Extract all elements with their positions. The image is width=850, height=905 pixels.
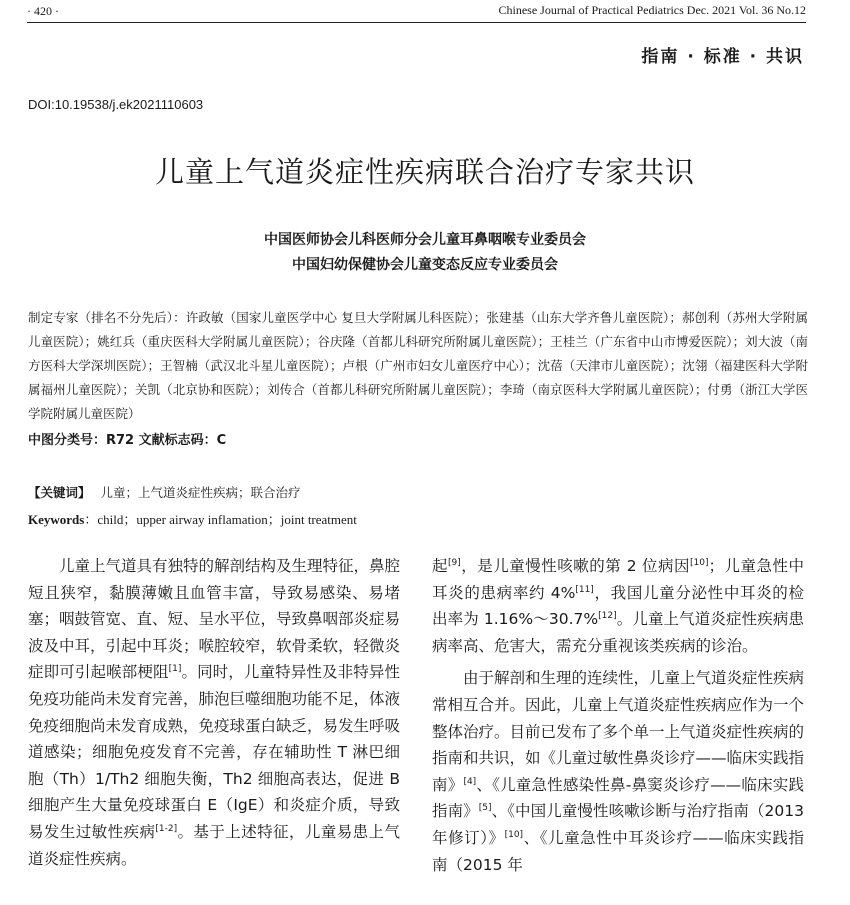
keywords-cn-text: 儿童；上气道炎症性疾病；联合治疗: [100, 485, 301, 500]
citation: [10]: [690, 557, 709, 568]
page-number: · 420 ·: [27, 4, 59, 18]
text-run: 起: [432, 557, 449, 575]
body-column-right: [432, 553, 804, 878]
citation: [5]: [478, 803, 492, 814]
organization-1: 中国医师协会儿科医师分会儿童耳鼻咽喉专业委员会: [264, 232, 586, 248]
header-rule: [27, 22, 806, 23]
paragraph: [432, 553, 804, 659]
citation: [11]: [575, 584, 594, 595]
text-run: 、《中国儿童慢性咳嗽诊断与治疗指南（2013 年修订）》: [432, 802, 804, 847]
citation: [4]: [463, 776, 477, 787]
text-run: 由于解剖和生理的连续性，儿童上气道炎症性疾病常相互合并。因此，儿童上气道炎症性疾病应作为一个整体治疗。目前已发布了多个单一上气道炎症性疾病的指南和共识，如《儿童过敏性鼻炎诊疗——临床实践指南》: [432, 669, 805, 794]
organization-2: 中国妇幼保健协会儿童变态反应专业委员会: [292, 257, 558, 273]
doi: DOI:10.19538/j.ek2021110603: [28, 97, 204, 112]
text-run: 儿童上气道具有独特的解剖结构及生理特征，鼻腔短且狭窄，黏膜薄嫩且血管丰富，导致易感染、易堵塞；咽鼓管宽、直、短、呈水平位，导致鼻咽部炎症易波及中耳，引起中耳炎；喉腔较窄，软骨柔软，轻微炎症即可引起喉部梗阻: [28, 557, 401, 682]
keywords-cn-label: 【关键词】: [28, 485, 91, 500]
citation: [10]: [504, 829, 524, 840]
text-run: ，是儿童慢性咳嗽的第 2 位病因: [460, 557, 690, 575]
expert-list: 制定专家（排名不分先后）：许政敏（国家儿童医学中心 复旦大学附属儿科医院）；张建基（山东大学齐鲁儿童医院）；郝创利（苏州大学附属儿童医院）；姚红兵（重庆医科大学附属儿童医院）；谷庆隆（首都儿科研究所附属儿童医院）；王桂兰（广东省中山市博爱医院）；刘大波（南方医科大学深圳医院）；王智楠（武汉北斗星儿童医院）；卢根（广州市妇女儿童医疗中心）；沈蓓（天津市儿童医院）；沈翎（福建医科大学附属福州儿童医院）；关凯（北京协和医院）；刘传合（首都儿科研究所附属儿童医院）；李琦（南京医科大学附属儿童医院）；付勇（浙江大学医学院附属儿童医院）: [28, 310, 808, 421]
text-run: 。同时，儿童特异性及非特异性免疫功能尚未发育完善，肺泡巨噬细胞功能不足，体液免疫细胞尚未发育成熟，免疫球蛋白缺乏，易发生呼吸道感染；细胞免疫发育不完善，存在辅助性 T 淋巴细胞（Th）1/Th2 细胞失衡，Th2 细胞高表达，促进 B 细胞产生大量免疫球蛋白 E（IgE）和炎症介质，导致易发生过敏性疾病: [28, 663, 401, 841]
keywords-cn: [28, 483, 301, 501]
text-run: 、《儿童急性感染性鼻-鼻窦炎诊疗——临床实践指南》: [432, 775, 804, 821]
text-run: ；儿童急性中耳炎的患病率约 4%: [432, 557, 804, 602]
citation: [1]: [168, 664, 182, 675]
text-run: 。儿童上气道炎症性疾病患病率高、危害大，需充分重视该类疾病的诊治。: [432, 610, 804, 655]
keywords-en-text: ：child；upper airway inflamation；joint treatment: [84, 512, 357, 527]
citation: [9]: [448, 557, 461, 568]
text-run: 。基于上述特征，儿童易患上气道炎症性疾病。: [28, 822, 400, 868]
keywords-en-label: Keywords: [28, 512, 85, 527]
section-label: 指南 · 标准 · 共识: [641, 47, 804, 67]
paragraph: [432, 665, 804, 878]
keywords-en: [28, 509, 357, 528]
paragraph: [28, 553, 400, 872]
classification: 中图分类号：R72 文献标志码：C: [28, 433, 227, 448]
text-run: 、《儿童急性中耳炎诊疗——临床实践指南（2015 年: [432, 828, 804, 874]
journal-header: Chinese Journal of Practical Pediatrics Dec. 2021 Vol. 36 No.12: [498, 3, 806, 17]
citation: [1-2]: [155, 823, 178, 834]
citation: [12]: [598, 611, 617, 622]
text-run: ，我国儿童分泌性中耳炎的检出率为 1.16%～30.7%: [432, 583, 804, 629]
organizations: [0, 228, 850, 278]
body-column-left: [28, 553, 400, 872]
article-title: 儿童上气道炎症性疾病联合治疗专家共识: [154, 155, 695, 189]
